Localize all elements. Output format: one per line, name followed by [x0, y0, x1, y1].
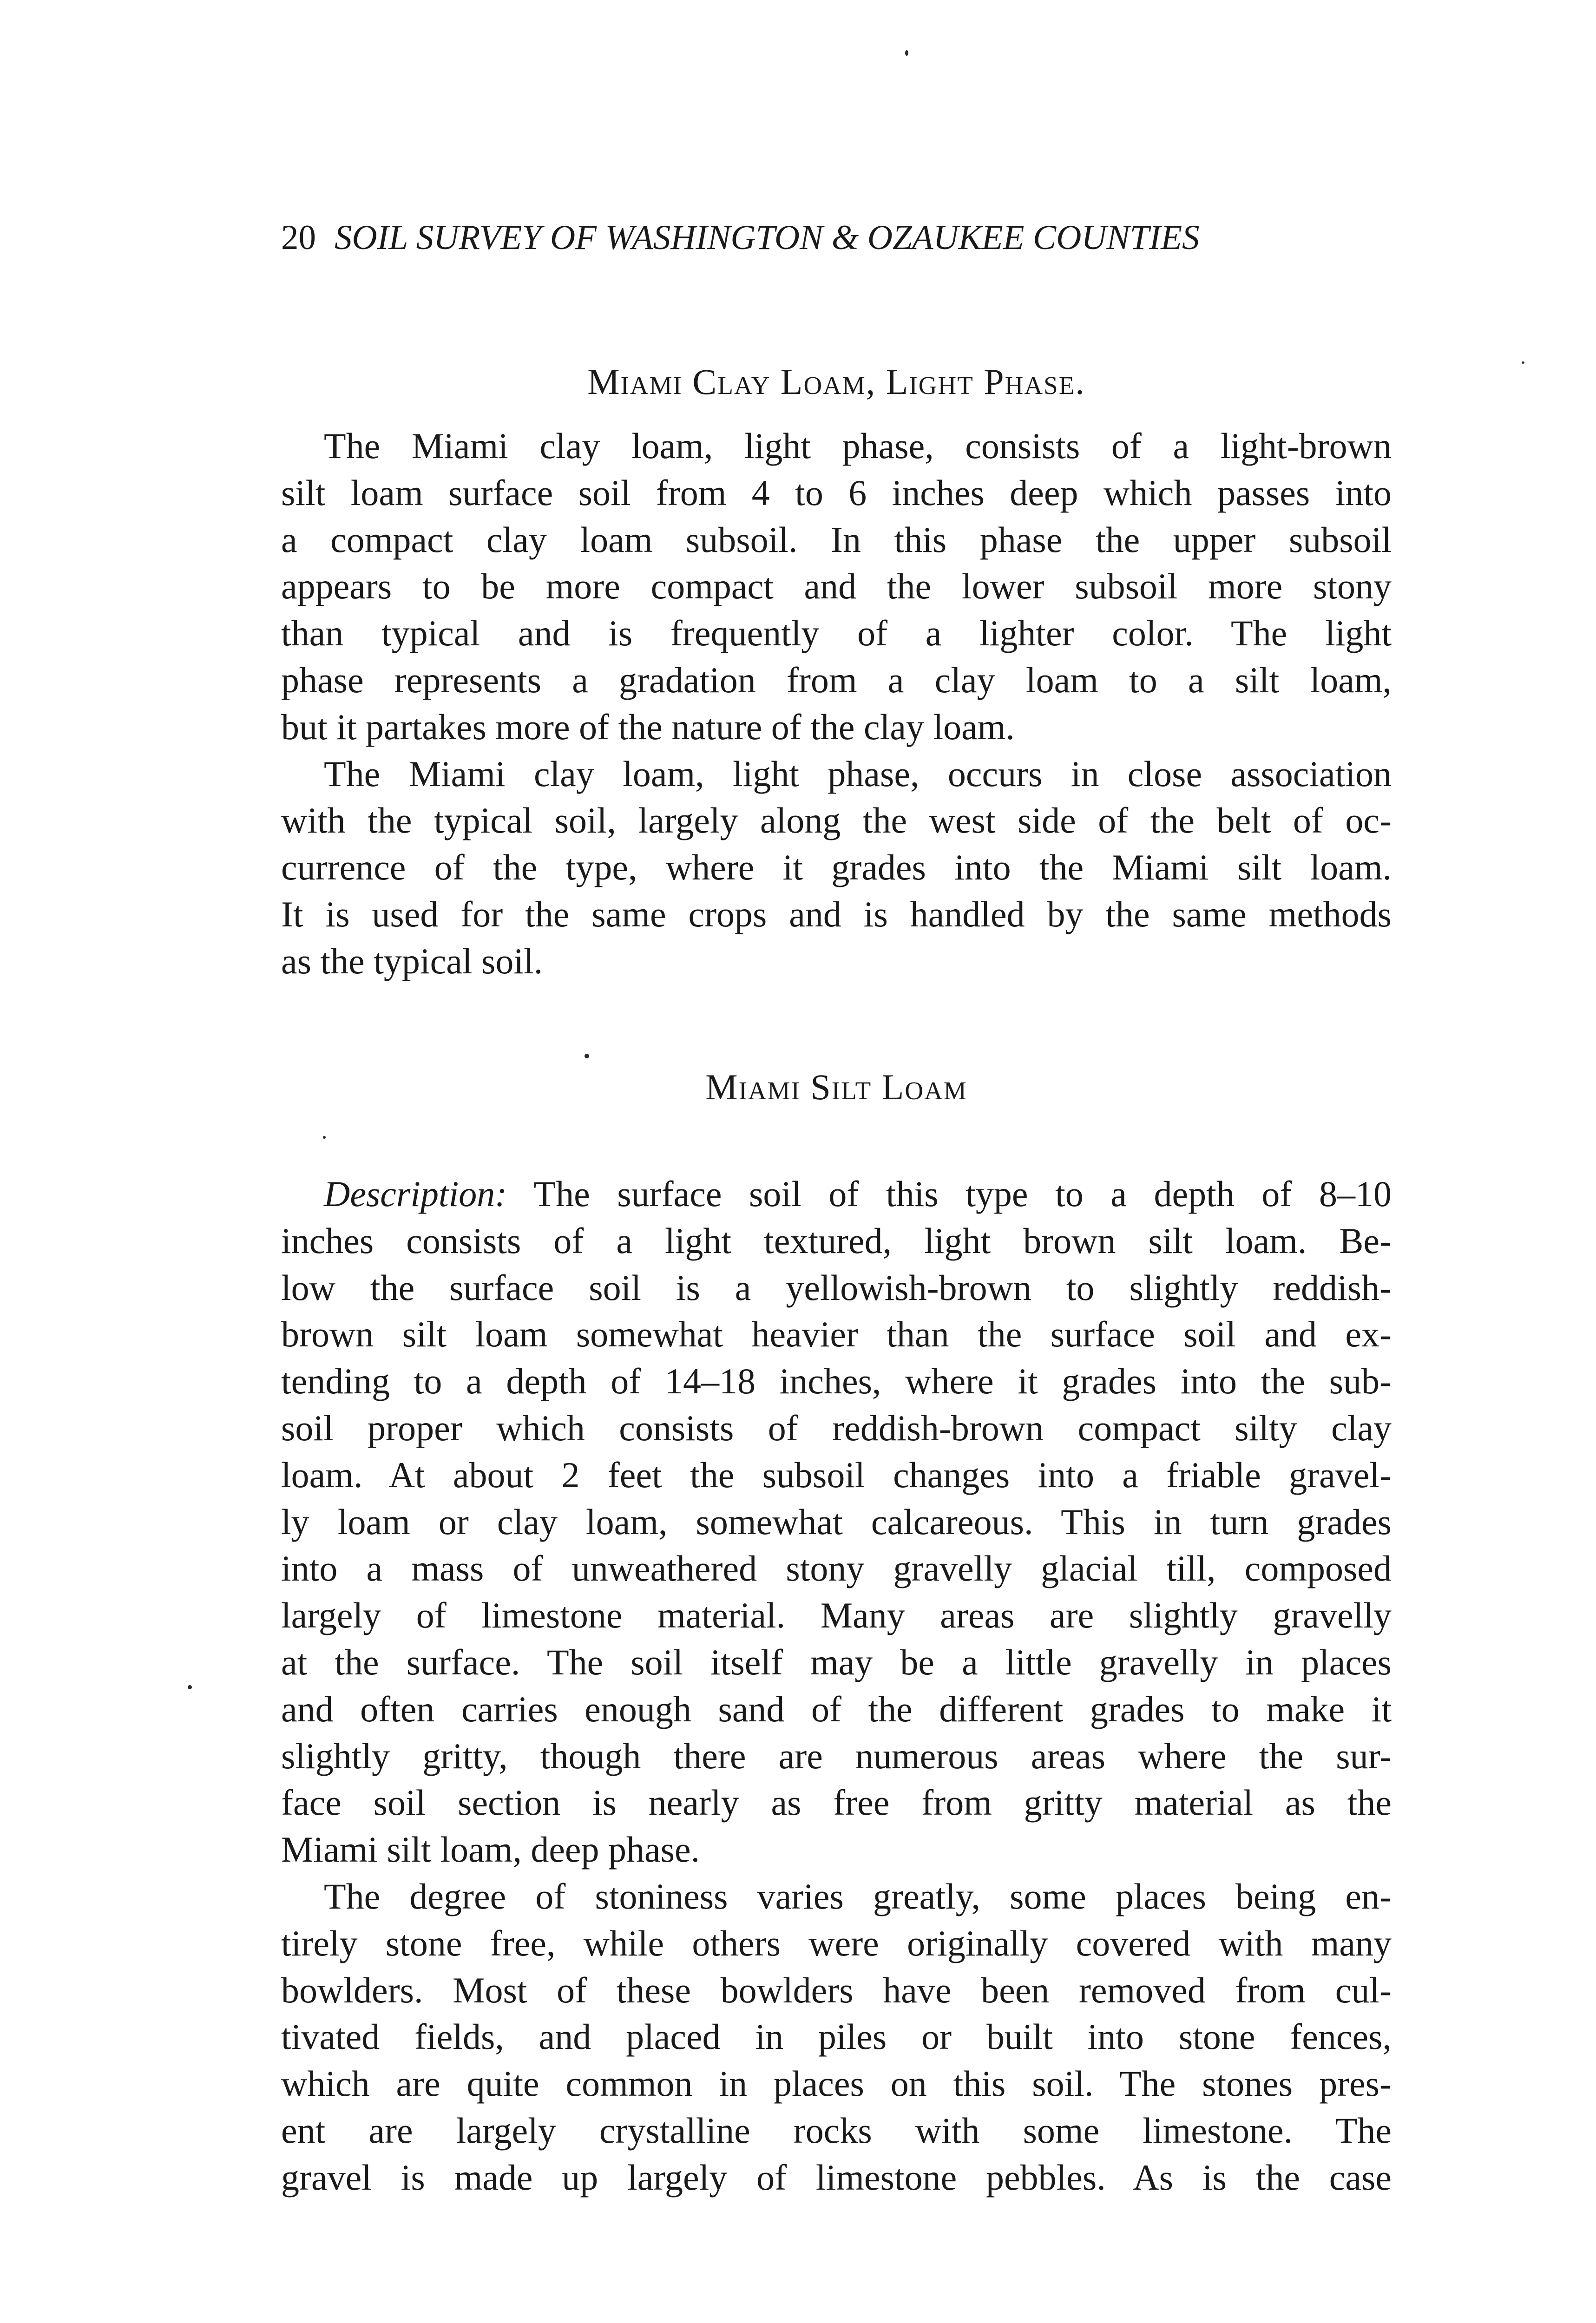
- text-line: silt loam surface soil from 4 to 6 inches deep which passes into: [281, 472, 1392, 513]
- paragraph: [281, 1171, 1392, 1873]
- text-line: tirely stone free, while others were originally covered with many: [281, 1923, 1392, 1963]
- text-line: soil proper which consists of reddish-brown compact silty clay: [281, 1407, 1392, 1448]
- paragraph: [281, 1873, 1392, 2201]
- text-line: slightly gritty, though there are numerous areas where the sur-: [281, 1735, 1392, 1776]
- section-heading: Miami Silt Loam: [705, 1067, 967, 1107]
- text-line: The Miami clay loam, light phase, consists of a light-brown: [324, 426, 1392, 466]
- print-speck: [188, 1685, 192, 1689]
- text-line: largely of limestone material. Many areas are slightly gravelly: [281, 1595, 1392, 1636]
- text-line: ly loam or clay loam, somewhat calcareous. This in turn grades: [281, 1501, 1392, 1542]
- text-fragment: The surface soil of this type to a depth of 8–10: [533, 1174, 1392, 1214]
- text-line: The Miami clay loam, light phase, occurs in close association: [324, 753, 1392, 794]
- text-line: ent are largely crystalline rocks with some limestone. The: [281, 2110, 1392, 2151]
- text-line: face soil section is nearly as free from gritty material as the: [281, 1782, 1392, 1823]
- text-line: tending to a depth of 14–18 inches, where it grades into the sub-: [281, 1361, 1392, 1402]
- text-line: tivated fields, and placed in piles or built into stone fences,: [281, 2016, 1392, 2057]
- text-line: inches consists of a light textured, light brown silt loam. Be-: [281, 1220, 1392, 1261]
- text-line: as the typical soil.: [281, 940, 543, 981]
- text-line: appears to be more compact and the lower subsoil more stony: [281, 566, 1392, 607]
- lead-in: Description:: [324, 1174, 507, 1214]
- text-line: currence of the type, where it grades into the Miami silt loam.: [281, 847, 1392, 888]
- section-body: [281, 423, 1392, 985]
- text-line: brown silt loam somewhat heavier than the surface soil and ex-: [281, 1314, 1392, 1355]
- print-speck: [323, 1136, 326, 1139]
- section-body: [281, 1171, 1392, 2201]
- section-heading: Miami Clay Loam, Light Phase.: [587, 361, 1085, 402]
- text-line: a compact clay loam subsoil. In this phase the upper subsoil: [281, 519, 1392, 560]
- paragraph: [281, 423, 1392, 751]
- text-line: The degree of stoniness varies greatly, some places being en-: [324, 1876, 1392, 1916]
- print-speck: [905, 50, 908, 56]
- text-line: into a mass of unweathered stony gravelly glacial till, composed: [281, 1548, 1392, 1589]
- text-line: bowlders. Most of these bowlders have been removed from cul-: [281, 1969, 1392, 2010]
- document-page: [281, 0, 1392, 2323]
- paragraph: [281, 751, 1392, 985]
- text-line: low the surface soil is a yellowish-brown to slightly reddish-: [281, 1267, 1392, 1308]
- text-line: and often carries enough sand of the different grades to make it: [281, 1688, 1392, 1729]
- text-line: It is used for the same crops and is handled by the same methods: [281, 893, 1392, 934]
- text-line: at the surface. The soil itself may be a little gravelly in places: [281, 1641, 1392, 1682]
- text-line: gravel is made up largely of limestone pebbles. As is the case: [281, 2157, 1392, 2198]
- text-line: [281, 1171, 1392, 1218]
- text-line: which are quite common in places on this soil. The stones pres-: [281, 2063, 1392, 2104]
- running-head: [281, 215, 1392, 261]
- text-line: Miami silt loam, deep phase.: [281, 1829, 700, 1870]
- text-line: but it partakes more of the nature of the clay loam.: [281, 706, 1015, 747]
- text-line: loam. At about 2 feet the subsoil changes into a friable gravel-: [281, 1454, 1392, 1495]
- text-line: phase represents a gradation from a clay loam to a silt loam,: [281, 659, 1392, 700]
- running-head-title: SOIL SURVEY OF WASHINGTON & OZAUKEE COUNTIES: [335, 218, 1200, 257]
- text-line: with the typical soil, largely along the west side of the belt of oc-: [281, 800, 1392, 841]
- print-speck: [1522, 361, 1524, 364]
- print-speck: [585, 1054, 589, 1058]
- page-number: 20: [281, 218, 316, 257]
- text-line: than typical and is frequently of a lighter color. The light: [281, 613, 1392, 654]
